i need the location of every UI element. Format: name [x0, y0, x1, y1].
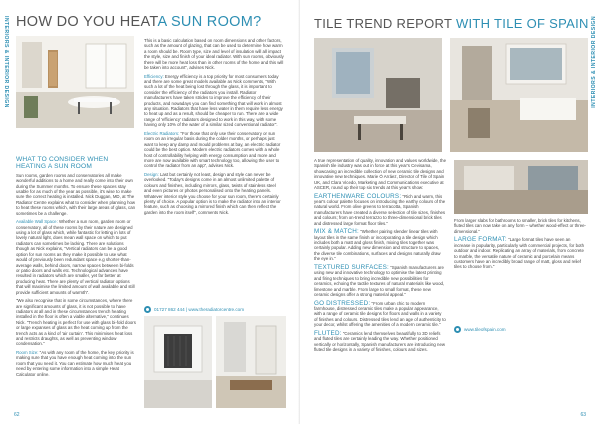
paragraph-design — [144, 172, 284, 215]
trend-head-earthenware: EARTHENWARE COLOURS: — [314, 192, 402, 200]
body-electric: "For those that only use their conservatory or sun room on an irregular basis during the colder months, or perhaps just want to keep any damp and mould problems at bay, an electric radiator could be the best option. Modern electric radiators comes with a whole host of controllability helping with energy consumption and more and more are now available with smart technology too, allowing the user to control the radiator from an app", advises Nick. — [144, 130, 281, 169]
right-page — [300, 0, 600, 424]
phone-icon — [144, 306, 151, 313]
left-column-2 — [144, 38, 284, 218]
tile-detail-illustration — [454, 160, 588, 214]
article-headline — [16, 14, 261, 30]
intro-paragraph: Sun rooms, garden rooms and conservatories all make wonderful additions to a home and really come into their own during the Summer months. To ensure these spaces stay usable for as much of the year as possible, it's wise to make sure the correct heating is installed. Nick Duggan, MD, at The Radiator Centre explains what to consider when planning how to heat these rooms which, with their large areas of glass, can sometimes be a challenge. — [16, 172, 136, 216]
paragraph-wall-space — [16, 219, 136, 295]
contact-link[interactable] — [144, 306, 244, 313]
trend-body-distressed: "From urban chic to modern farmhouse, distressed ceramic tiles make a popular appearance, with a range of ceramic tile designs for floors and walls in a variety of finishes and colours. Distressed tiles lend an age of authenticity to your decor, whilst offering the amenities of a modern ceramic tile." — [314, 300, 446, 328]
article-headline — [314, 16, 589, 31]
tiled-room-photo-2 — [450, 38, 588, 152]
headline-main: HOW DO YOU HEAT — [16, 14, 158, 30]
trend-body-textured: "Spanish manufacturers are using new and innovative technology to optimise the latest printing and firing techniques to bring incredible new possibilities for ceramics, echoing the tactile textures of natural materials like wood, limestone and marble. From large to small format, these new ceramic designs offer a strong material appeal." — [314, 264, 445, 297]
lead-room-size: Room Size: — [16, 349, 39, 355]
lead-design: Design: — [144, 171, 159, 177]
trend-body-mix-match: "Whether pairing slender linear tiles with layout tiles in the same finish or incorporating a tile design which includes both a matt and gloss finish, mixing tiles together was certainly popular. Adding new dimension and structure to spaces, the diverse tile combinations, surfaces and designs naturally draw the eye in." — [314, 229, 441, 262]
website-link[interactable] — [454, 326, 506, 333]
body-efficiency: Energy efficiency is a top priority for most consumers today and there are some great models available as Nick comments, "With such a lot of the heat being lost through the glass, it is important to consider the efficiency of the radiators you install. Radiator manufacturers have taken strides to improve the efficiency of their products, and nowadays you can find something that will work in almost any situation. Radiators that have less water in them require less energy to heat up and as a result, should be cheaper to run. There are a wide range of 'efficiency' radiators designed to work in this way, with some having only 10% of the water of a similar sized conventional radiator". — [144, 73, 283, 128]
tiled-room-photo-3 — [454, 160, 588, 214]
tiled-bathroom-illustration — [450, 38, 588, 152]
trend-body-fluted: "Ceramics lend themselves beautifully to 3D reliefs and fluted tiles are certainly leading the way. Whether positioned vertically or horizontally, Spanish manufacturers are introducing new fluted tile designs in a variety of finishes, colours and sizes. — [314, 330, 446, 352]
paragraph-room-size — [16, 350, 136, 377]
headline-accent: A SUN ROOM? — [157, 14, 262, 30]
section-tab: INTERIORS & INTERIOR DESIGN — [591, 16, 597, 108]
trend-fluted — [314, 331, 446, 353]
paragraph-calculation: This is a basic calculation based on room dimensions and other factors, such as the amount of glazing, that can be used to determine how warm a room should be. Room type, size and level of insulation will all impact the style, size and finish of your ideal radiator. With sun rooms, obviously there will be more heat loss than in other rooms of the home and this will be taken into account", advises Nick. — [144, 38, 284, 71]
globe-icon — [454, 326, 461, 333]
website-text: www.tileofspain.com — [464, 327, 506, 332]
trend-body-earthenware: "Rich and warm, this year's colour palette focuses on introducing the earthy colours of the natural world. From olive greens to terracotta, Spanish manufacturers have created a diverse selection of tile sizes, finishes and colours; from on-trend terrazzo to three-dimensional brick tiles and distressed large format floor tiles." — [314, 193, 446, 226]
body-room-size: "As with any room of the home, the key priority is making sure that you have enough heat coming into the sun room that you need it. You can estimate how much heat you need by entering some information into a simple Heat Calculator online. — [16, 349, 134, 377]
section-tab: INTERIORS & INTERIOR DESIGN — [3, 16, 9, 108]
trend-earthenware — [314, 194, 446, 226]
trend-head-fluted: FLUTED: — [314, 329, 342, 337]
paragraph-electric — [144, 131, 284, 169]
lead-wall-space: Available Wall Space: — [16, 219, 58, 225]
lead-electric: Electric Radiators: — [144, 130, 180, 136]
lead-efficiency: Efficiency: — [144, 73, 164, 79]
trend-head-mix-match: MIX & MATCH: — [314, 228, 359, 236]
trend-mix-match — [314, 229, 446, 261]
body-wall-space: Whether a sun room, garden room or conservatory, all of these rooms by their nature are designed using a lot of glass which, while fantastic for letting in lots of lovely natural light, does mean wall space on which to put radiators can sometimes be lacking. There are solutions though as Nick explains, "Vertical radiators can be a good option for sun rooms as they make it possible to use what would of previously been redundant space e.g shorter-than-average walls, behind doors, narrow spaces between bi-folds or patio doors and walls etc. Technological advances have resulted in radiators which are smaller, yet far better at producing heat. There are plenty of vertical radiator options that will maximise the limited amount of wall available and still provide sufficient amounts of warmth". — [16, 219, 135, 295]
trend-textured — [314, 265, 446, 297]
trend-body-large-format: "Large format tiles have seen an increase in popularity, particularly with commercial projects, for both outdoor and indoor. Replicating an array of materials, from concrete to marble, the versatile nature of ceramic and porcelain means customers have an incredibly broad range of matt, gloss and relief tiles to choose from." — [454, 237, 585, 270]
fluted-continued: From larger slabs for bathrooms to smaller, brick tiles for kitchens, fluted tiles can now take on any form – whether wood-effect or three-dimensional." — [454, 218, 586, 234]
contact-text: 01727 862 444 | www.theradiatorcentre.com — [154, 307, 245, 312]
radiator-photo-1 — [144, 316, 212, 408]
body-design: Last but certainly not least, design and style can never be overlooked. "Today's designs come in an almost unlimited palette of colours and finishes, including mirrors, glass, twists of stainless steel and even pictures or photos personalised onto the heating panels. Whatever interior style you choose for your sun room, there's certainly plenty of choice. A popular option is to make the radiator into an interior feature, such as choosing a mirrored finish which can then reflect the garden into the room itself", comments Nick. — [144, 171, 281, 215]
trend-head-distressed: GO DISTRESSED: — [314, 299, 371, 307]
page-number-left: 62 — [14, 412, 20, 418]
intro-paragraph: A true representation of quality, innovation and values worldwide, the Spanish tile industry was out in force at this year's Cevisama, showcasing an incredible collection of new ceramic tile designs and innovative new techniques. Marie Ó Arráez, Director of Tile of Spain UK, and Clara Vicedo, Marketing and Communications executive at ASCER, round up their top six trends at this year's show: — [314, 158, 447, 191]
paragraph-efficiency — [144, 74, 284, 128]
tiled-room-photo-1 — [314, 38, 442, 152]
living-room-radiator-illustration — [216, 316, 286, 408]
right-column-1 — [314, 158, 446, 356]
tiled-interior-illustration — [314, 38, 442, 152]
trend-head-textured: TEXTURED SURFACES: — [314, 263, 389, 271]
sun-room-illustration — [16, 36, 134, 128]
trend-head-large-format: LARGE FORMAT: — [454, 236, 507, 244]
paragraph-trench: "We also recognise that in some circumstances, where there are significant amounts of glass, it is not possible to have radiators at all and in these circumstances trench heating installed in the floor is often a viable alternative," continues Nick. "Trench heating is perfect for use with glass bi-fold doors or large expanses of glass as the heat coming up from the trench acts as a kind of 'air curtain'. This minimises heat loss and restricts draughts, as well as preventing window condensation." — [16, 298, 136, 347]
sun-room-photo — [16, 36, 134, 128]
headline-main: TILE TREND REPORT — [314, 16, 453, 31]
bathroom-radiator-illustration — [144, 316, 212, 408]
radiator-photo-2 — [216, 316, 286, 408]
page-number-right: 63 — [580, 412, 586, 418]
section-heading: WHAT TO CONSIDER WHEN HEATING A SUN ROOM — [16, 156, 109, 171]
right-column-2 — [454, 218, 588, 273]
trend-distressed — [314, 301, 446, 328]
left-column-1 — [16, 156, 136, 380]
trend-large-format — [454, 237, 588, 269]
headline-accent: WITH TILE OF SPAIN — [455, 16, 589, 31]
